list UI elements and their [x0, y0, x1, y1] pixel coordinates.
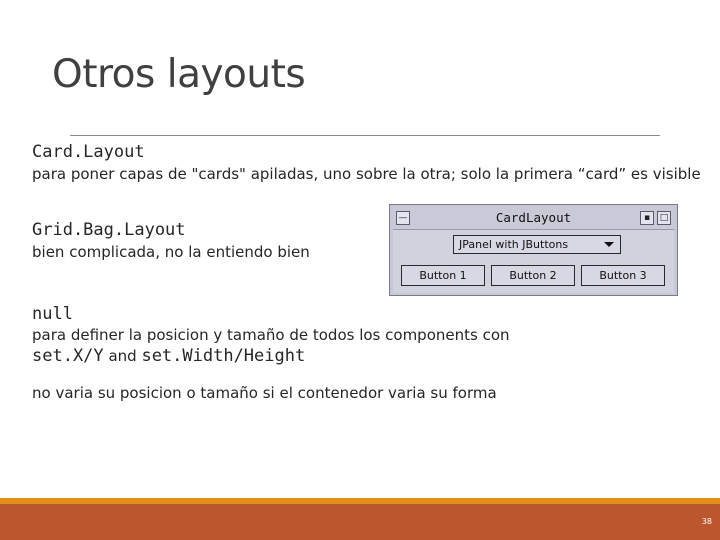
cardlayout-heading: Card.Layout	[32, 142, 145, 162]
button-3[interactable]: Button 3	[581, 265, 665, 286]
slide-title: Otros layouts	[52, 52, 306, 97]
null-description: para definer la posicion y tamaño de todos los components con	[32, 326, 510, 344]
title-divider	[70, 135, 660, 136]
and-text: and	[108, 347, 137, 365]
minimize-icon[interactable]: ▪	[640, 211, 654, 225]
cardlayout-description: para poner capas de "cards" apiladas, uno sobre la otra; solo la primera “card” es visible	[32, 165, 701, 183]
gridbaglayout-heading: Grid.Bag.Layout	[32, 220, 186, 240]
window-content	[393, 230, 674, 293]
setwidthheight-code: set.Width/Height	[141, 346, 306, 366]
panel-selector-combo[interactable]	[453, 235, 621, 254]
footer-bar	[0, 498, 720, 540]
combo-selected-value: JPanel with JButtons	[459, 238, 569, 251]
window-titlebar	[393, 208, 674, 230]
cardlayout-window-screenshot	[389, 204, 678, 296]
window-title: CardLayout	[495, 210, 572, 225]
chevron-down-icon[interactable]	[604, 242, 614, 247]
note-text: no varia su posicion o tamaño si el contenedor varia su forma	[32, 384, 497, 402]
null-methods-line	[32, 345, 305, 367]
button-2[interactable]: Button 2	[491, 265, 575, 286]
button-1[interactable]: Button 1	[401, 265, 485, 286]
gridbaglayout-description: bien complicada, no la entiendo bien	[32, 243, 310, 261]
null-heading: null	[32, 304, 73, 324]
setxy-code: set.X/Y	[32, 346, 104, 366]
maximize-icon[interactable]: □	[657, 211, 671, 225]
window-menu-icon[interactable]: —	[396, 211, 410, 225]
slide-number: 38	[701, 517, 712, 526]
